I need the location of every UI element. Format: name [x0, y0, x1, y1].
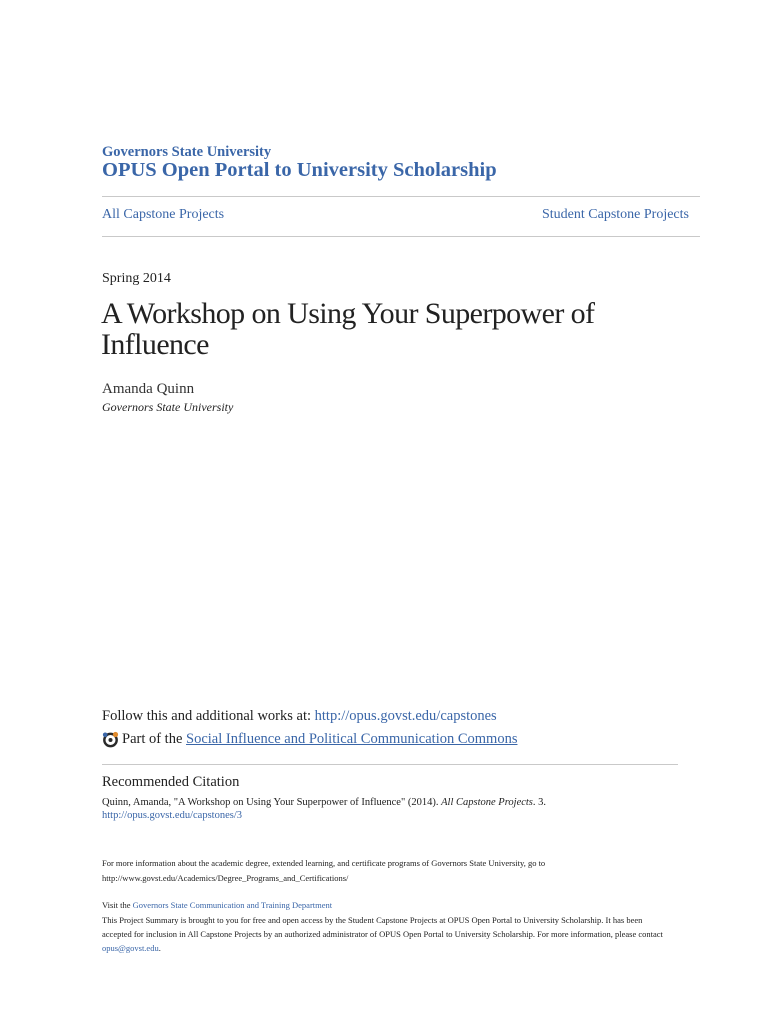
summary-body: This Project Summary is brought to you for free and open access by the Student Capstone Projects at OPUS Open Portal to University Scholarship. It has been accepted for inclusion in All Capstone Projects by an authorized administrator of OPUS Open Portal to University Scholarship. For more information, please contact: [102, 915, 663, 939]
repository-name[interactable]: OPUS Open Portal to University Scholarship: [102, 159, 497, 181]
part-of-line: [102, 731, 517, 748]
follow-prefix: Follow this and additional works at:: [102, 708, 315, 724]
author-name: Amanda Quinn: [102, 381, 195, 397]
citation-text-pre: Quinn, Amanda, "A Workshop on Using Your Superpower of Influence" (2014).: [102, 797, 442, 808]
citation-text-post: . 3.: [532, 797, 547, 808]
institution-name[interactable]: Governors State University: [102, 144, 272, 160]
header-divider-top: [102, 196, 700, 197]
visit-prefix: Visit the: [102, 900, 133, 910]
citation-series: All Capstone Projects: [441, 797, 533, 808]
department-link[interactable]: Governors State Communication and Training Department: [132, 900, 333, 910]
visit-line: [102, 898, 332, 912]
paper-title: A Workshop on Using Your Superpower of Influence: [101, 297, 595, 361]
citation-divider: [102, 764, 678, 765]
capstones-url-link[interactable]: http://opus.govst.edu/capstones: [314, 708, 497, 724]
student-capstone-projects-link[interactable]: Student Capstone Projects: [542, 207, 689, 222]
follow-line: [102, 708, 497, 725]
recommended-citation-heading: Recommended Citation: [102, 774, 240, 790]
project-summary-text: [102, 913, 672, 955]
commons-link[interactable]: Social Influence and Political Communication Commons: [186, 731, 518, 747]
citation-url-link[interactable]: http://opus.govst.edu/capstones/3: [102, 810, 242, 821]
author-affiliation: Governors State University: [102, 400, 234, 414]
part-of-prefix: Part of the: [122, 731, 183, 747]
citation-text: [102, 796, 546, 810]
degree-programs-link[interactable]: http://www.govst.edu/Academics/Degree_Programs_and_Certifications/: [102, 873, 349, 883]
summary-end: .: [158, 943, 161, 953]
all-capstone-projects-link[interactable]: All Capstone Projects: [102, 207, 225, 222]
header-divider-bottom: [102, 236, 700, 237]
network-icon: [102, 731, 119, 748]
contact-email-link[interactable]: opus@govst.edu: [102, 943, 159, 953]
info-text: For more information about the academic degree, extended learning, and certificate programs of Governors State University, go to: [102, 858, 546, 868]
publication-date: Spring 2014: [102, 271, 171, 286]
